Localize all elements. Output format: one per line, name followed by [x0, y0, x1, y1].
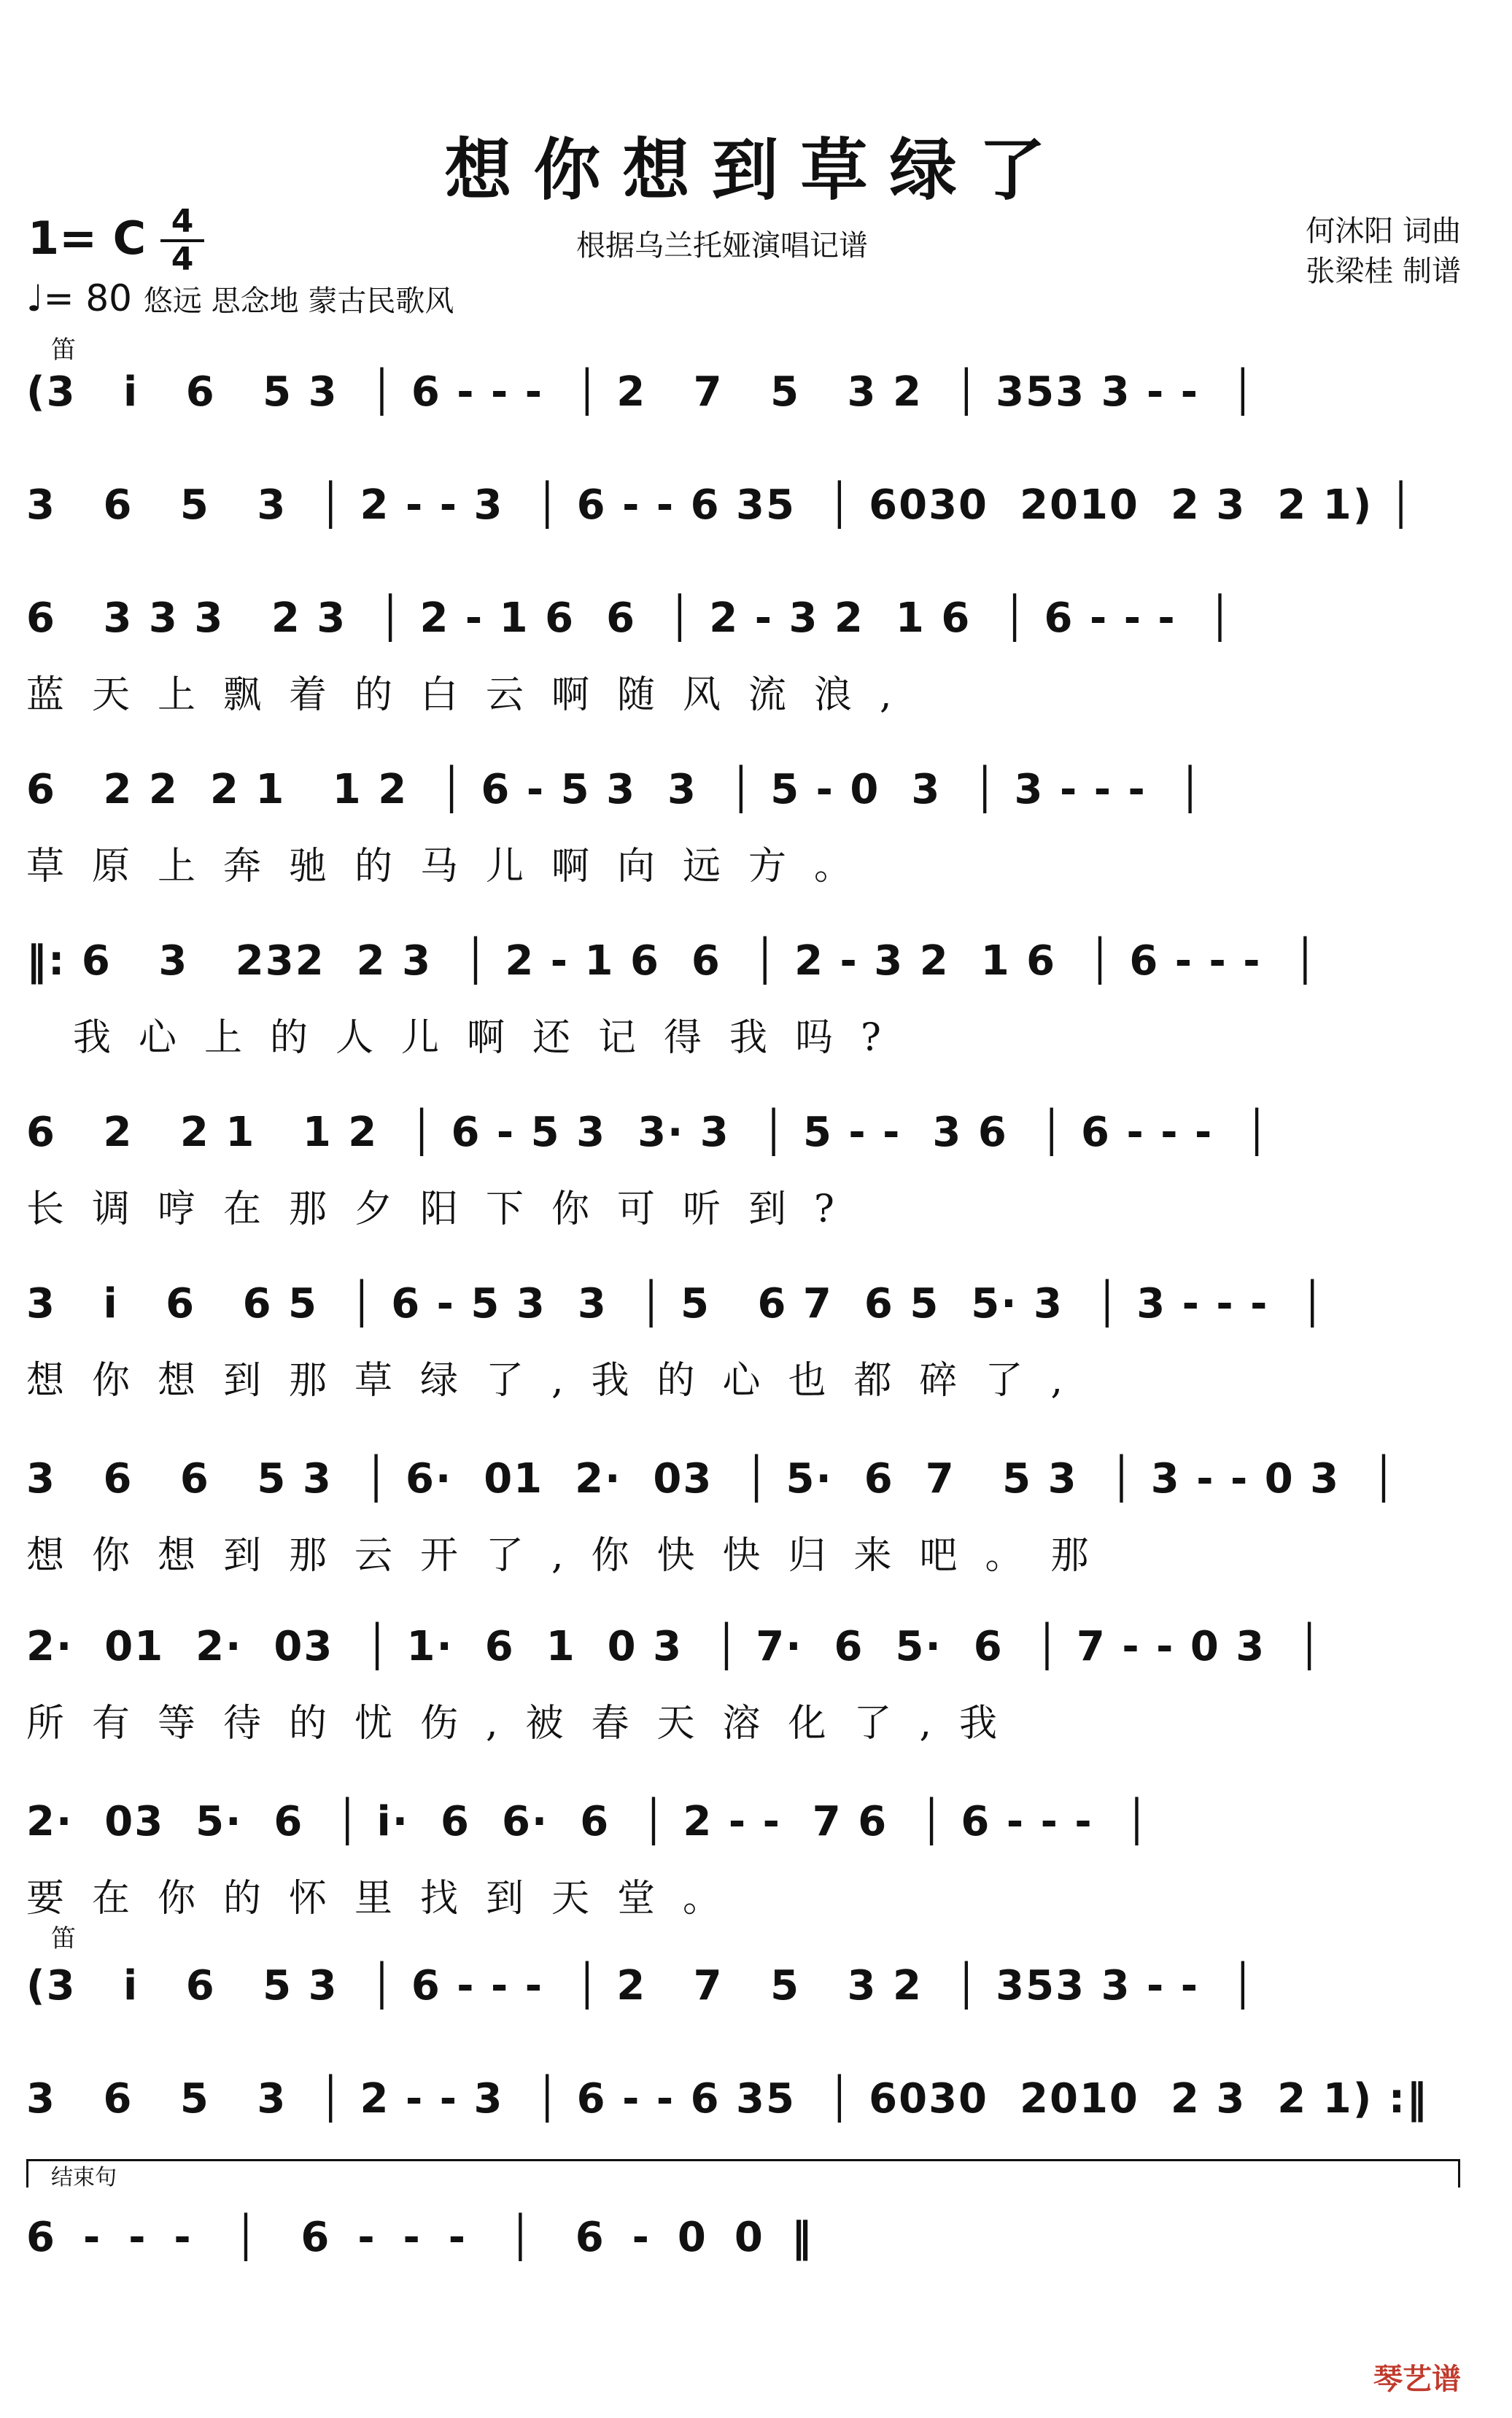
lyric-line-1: 蓝天上飘着的白云啊随风流浪,: [26, 673, 920, 717]
lyric-line-6: 想你想到那云开了,你快快归来吧。那: [26, 1534, 1117, 1578]
credit-composer: 何沐阳 词曲: [1306, 214, 1461, 248]
meter-bottom: 4: [171, 241, 194, 278]
lyric-line-3: 我心上的人儿啊还记得我吗?: [73, 1016, 909, 1060]
music-line-1: (3 i 6 5 3 │ 6 - - - │ 2 7 5 3 2 │ 353 3 - - │: [26, 368, 1257, 416]
music-line-12: 3 6 5 3 │ 2 - - 3 │ 6 - - 6 35 │ 6030 2010 2 3 2 1) :‖: [26, 2075, 1429, 2123]
ending-label: 结束句: [51, 2165, 117, 2190]
meter-top: 4: [171, 203, 194, 240]
tempo-marking: [26, 277, 454, 319]
music-line-9: 2· 01 2· 03 │ 1· 6 1 0 3 │ 7· 6 5· 6 │ 7 - - 0 3 │: [26, 1623, 1323, 1670]
tempo-value: ♩= 80: [26, 277, 132, 319]
tempo-style: 悠远 思念地 蒙古民歌风: [143, 284, 454, 318]
site-logo: 琴艺谱: [1373, 2363, 1461, 2396]
key-signature: [28, 203, 194, 278]
instrument-label: 笛: [51, 336, 76, 365]
ending-bracket: [26, 2159, 1460, 2188]
music-line-6: 6 2 2 1 1 2 │ 6 - 5 3 3· 3 │ 5 - - 3 6 │ 6 - - - │: [26, 1109, 1271, 1156]
music-line-10: 2· 03 5· 6 │ i· 6 6· 6 │ 2 - - 7 6 │ 6 - - - │: [26, 1798, 1151, 1845]
lyric-line-2: 草原上奔驰的马儿啊向远方。: [26, 845, 880, 888]
music-line-2: 3 6 5 3 │ 2 - - 3 │ 6 - - 6 35 │ 6030 2010 2 3 2 1) │: [26, 481, 1415, 529]
lyric-line-8: 要在你的怀里找到天堂。: [26, 1877, 749, 1921]
key-label: 1= C: [28, 212, 147, 265]
music-line-4: 6 2 2 2 1 1 2 │ 6 - 5 3 3 │ 5 - 0 3 │ 3 - - - │: [26, 766, 1204, 813]
music-line-7: 3 i 6 6 5 │ 6 - 5 3 3 │ 5 6 7 6 5 5· 3 │ 3 - - - │: [26, 1280, 1327, 1328]
ending-line: 6 - - - │ 6 - - - │ 6 - 0 0 ‖: [26, 2214, 812, 2261]
song-title: 想你想到草绿了: [444, 131, 1068, 209]
music-line-8: 3 6 6 5 3 │ 6· 01 2· 03 │ 5· 6 7 5 3 │ 3 - - 0 3 │: [26, 1455, 1397, 1503]
music-line-5: ‖: 6 3 232 2 3 │ 2 - 1 6 6 │ 2 - 3 2 1 6 │ 6 - - - │: [26, 937, 1319, 985]
lyric-line-7: 所有等待的忧伤,被春天溶化了,我: [26, 1702, 1026, 1745]
lyric-line-5: 想你想到那草绿了,我的心也都碎了,: [26, 1359, 1091, 1403]
time-signature: [160, 203, 204, 278]
credit-arranger: 张梁桂 制谱: [1306, 255, 1461, 288]
music-line-11: (3 i 6 5 3 │ 6 - - - │ 2 7 5 3 2 │ 353 3 - - │: [26, 1962, 1257, 2010]
instrument-label-2: 笛: [51, 1924, 76, 1953]
music-line-3: 6 3 3 3 2 3 │ 2 - 1 6 6 │ 2 - 3 2 1 6 │ 6 - - - │: [26, 594, 1234, 642]
source-note: 根据乌兰托娅演唱记谱: [576, 229, 868, 263]
lyric-line-4: 长调哼在那夕阳下你可听到?: [26, 1187, 862, 1231]
